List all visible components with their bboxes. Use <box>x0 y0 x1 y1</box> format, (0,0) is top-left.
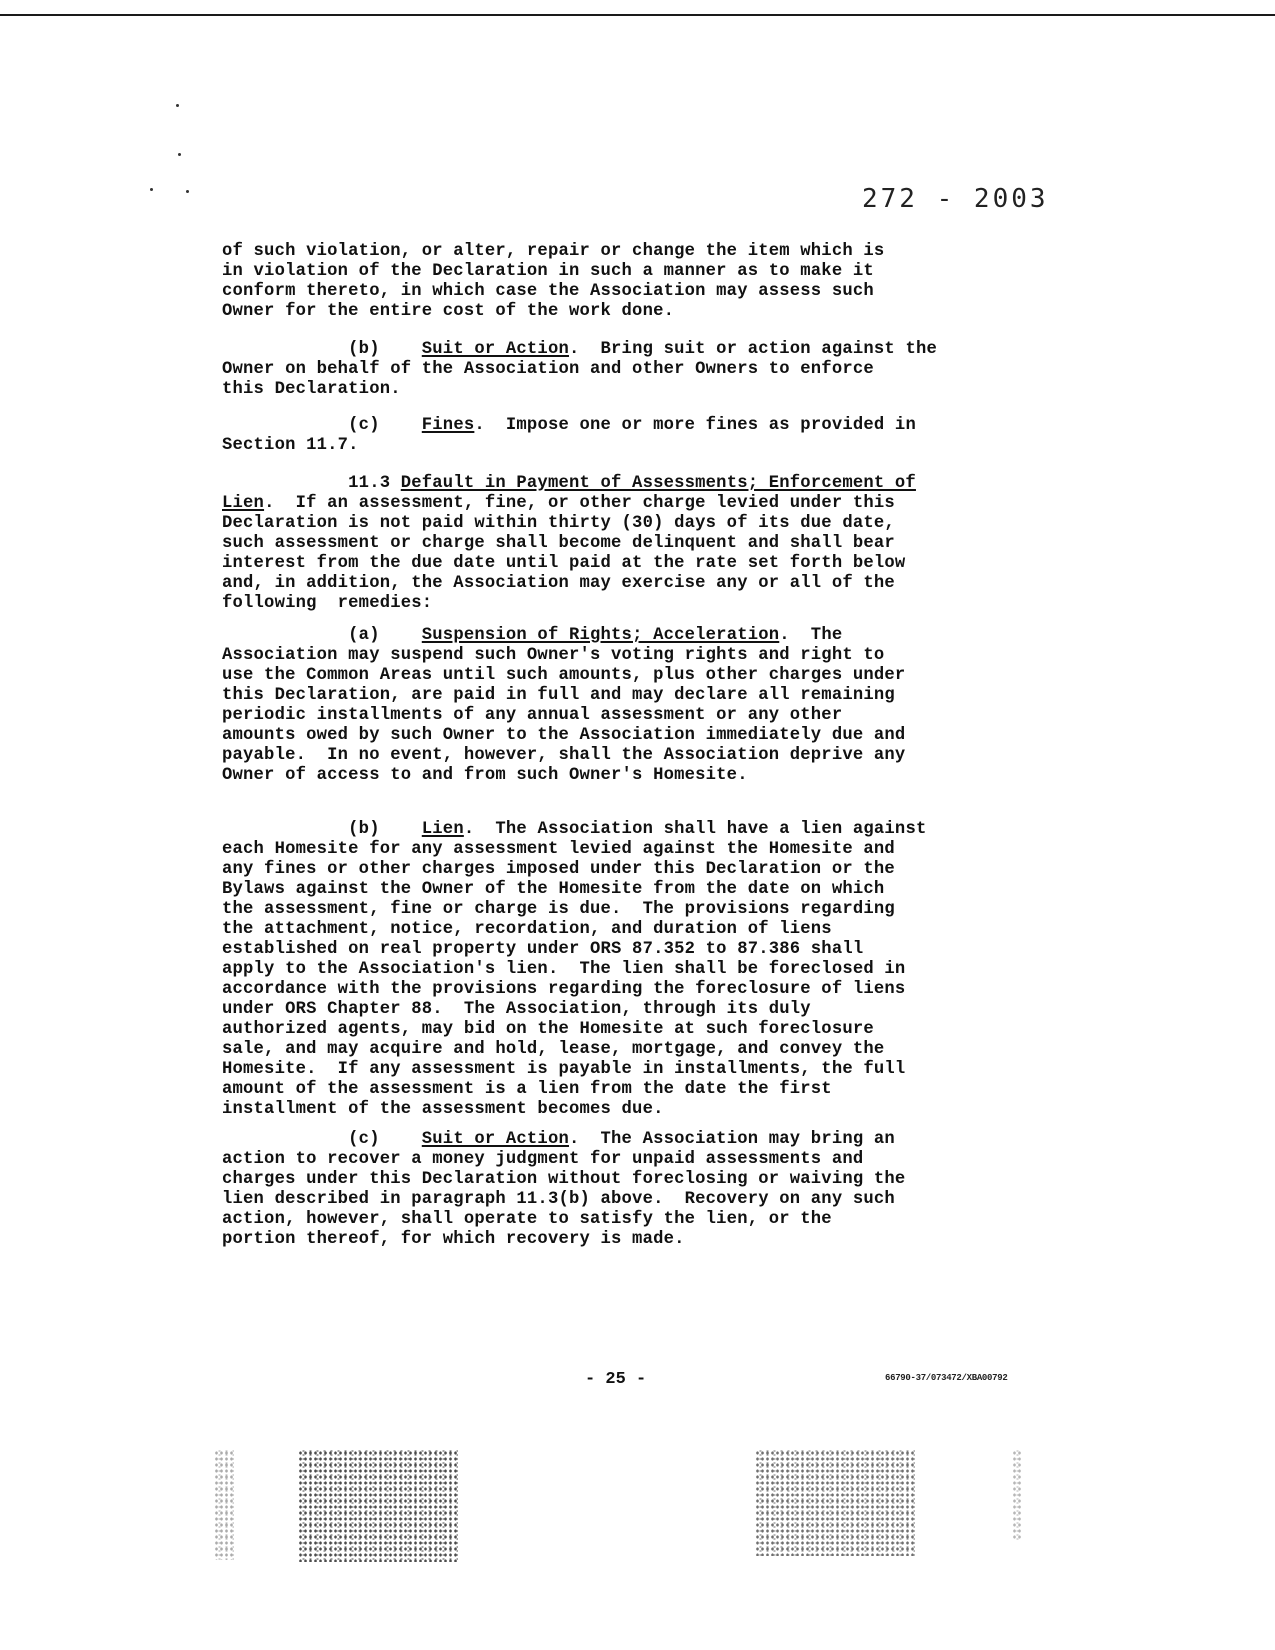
intro-paragraph <box>222 242 1042 322</box>
scan-speck <box>186 190 189 193</box>
section-number: 11.3 <box>348 474 391 493</box>
line: . The <box>779 626 843 645</box>
item-c-fines <box>222 416 1042 456</box>
line: . Impose one or more fines as provided in <box>474 416 916 435</box>
line: payable. In no event, however, shall the Association deprive any <box>222 746 906 765</box>
line: portion thereof, for which recovery is made. <box>222 1230 685 1249</box>
line: . The Association may bring an <box>568 1130 895 1149</box>
scan-speck <box>176 104 179 107</box>
line: interest from the due date until paid at the rate set forth below <box>222 554 906 573</box>
item-label: (c) <box>348 1130 380 1149</box>
scan-noise-block <box>1012 1450 1022 1540</box>
line: the assessment, fine or charge is due. The provisions regarding <box>222 900 895 919</box>
line: accordance with the provisions regarding the foreclosure of liens <box>222 980 906 999</box>
scan-noise-block <box>755 1450 915 1556</box>
section-title-cont: Lien <box>222 494 265 513</box>
document-code: 66790-37/073472/XBA00792 <box>885 1373 1008 1383</box>
line: . If an assessment, fine, or other charge levied under this <box>264 494 895 513</box>
item-title: Lien <box>421 820 464 839</box>
scan-speck <box>178 153 181 156</box>
scan-speck <box>150 188 153 191</box>
line: action, however, shall operate to satisfy the lien, or the <box>222 1210 832 1229</box>
line: and, in addition, the Association may exercise any or all of the <box>222 574 895 593</box>
line: . Bring suit or action against the <box>568 340 937 359</box>
line: periodic installments of any annual assessment or any other <box>222 706 843 725</box>
line: this Declaration, are paid in full and may declare all remaining <box>222 686 895 705</box>
item-label: (a) <box>348 626 380 645</box>
item-label: (c) <box>348 416 380 435</box>
line: amount of the assessment is a lien from the date the first <box>222 1080 832 1099</box>
item-label: (b) <box>348 820 380 839</box>
scan-noise-block <box>214 1450 234 1560</box>
line: of such violation, or alter, repair or change the item which is <box>222 242 885 261</box>
section-title: Default in Payment of Assessments; Enforcement of <box>400 474 916 493</box>
line: installment of the assessment becomes due. <box>222 1100 664 1119</box>
line: Homesite. If any assessment is payable in installments, the full <box>222 1060 906 1079</box>
line: established on real property under ORS 87.352 to 87.386 shall <box>222 940 864 959</box>
line: the attachment, notice, recordation, and duration of liens <box>222 920 832 939</box>
line: lien described in paragraph 11.3(b) above. Recovery on any such <box>222 1190 895 1209</box>
line: Owner on behalf of the Association and other Owners to enforce <box>222 360 874 379</box>
item-a-suspension-of-rights <box>222 626 1042 786</box>
line: under ORS Chapter 88. The Association, through its duly <box>222 1000 811 1019</box>
item-title: Suit or Action <box>421 1130 569 1149</box>
item-title: Fines <box>421 416 475 435</box>
line: Association may suspend such Owner's voting rights and right to <box>222 646 885 665</box>
recording-book-page: 272 - 2003 <box>862 184 1049 214</box>
item-b-suit-or-action <box>222 340 1042 400</box>
top-rule <box>0 14 1275 16</box>
line: apply to the Association's lien. The lien shall be foreclosed in <box>222 960 906 979</box>
line: . The Association shall have a lien against <box>463 820 927 839</box>
line: following remedies: <box>222 594 433 613</box>
line: Declaration is not paid within thirty (30) days of its due date, <box>222 514 895 533</box>
line: Bylaws against the Owner of the Homesite from the date on which <box>222 880 885 899</box>
line: amounts owed by such Owner to the Association immediately due and <box>222 726 906 745</box>
item-title: Suit or Action <box>421 340 569 359</box>
scan-noise-block <box>298 1450 458 1562</box>
line: in violation of the Declaration in such a manner as to make it <box>222 262 874 281</box>
line: each Homesite for any assessment levied against the Homesite and <box>222 840 895 859</box>
line: action to recover a money judgment for unpaid assessments and <box>222 1150 864 1169</box>
section-11-3 <box>222 474 1042 614</box>
page-number: - 25 - <box>585 1370 647 1389</box>
item-title: Suspension of Rights; Acceleration <box>421 626 780 645</box>
line: any fines or other charges imposed under this Declaration or the <box>222 860 895 879</box>
line: use the Common Areas until such amounts, plus other charges under <box>222 666 906 685</box>
line: authorized agents, may bid on the Homesite at such foreclosure <box>222 1020 874 1039</box>
line: Section 11.7. <box>222 436 359 455</box>
item-label: (b) <box>348 340 380 359</box>
line: Owner for the entire cost of the work done. <box>222 302 675 321</box>
item-b-lien <box>222 820 1042 1120</box>
line: sale, and may acquire and hold, lease, mortgage, and convey the <box>222 1040 885 1059</box>
item-c-suit-or-action <box>222 1130 1042 1250</box>
line: this Declaration. <box>222 380 401 399</box>
line: conform thereto, in which case the Association may assess such <box>222 282 874 301</box>
line: charges under this Declaration without foreclosing or waiving the <box>222 1170 906 1189</box>
line: such assessment or charge shall become delinquent and shall bear <box>222 534 895 553</box>
line: Owner of access to and from such Owner's Homesite. <box>222 766 748 785</box>
